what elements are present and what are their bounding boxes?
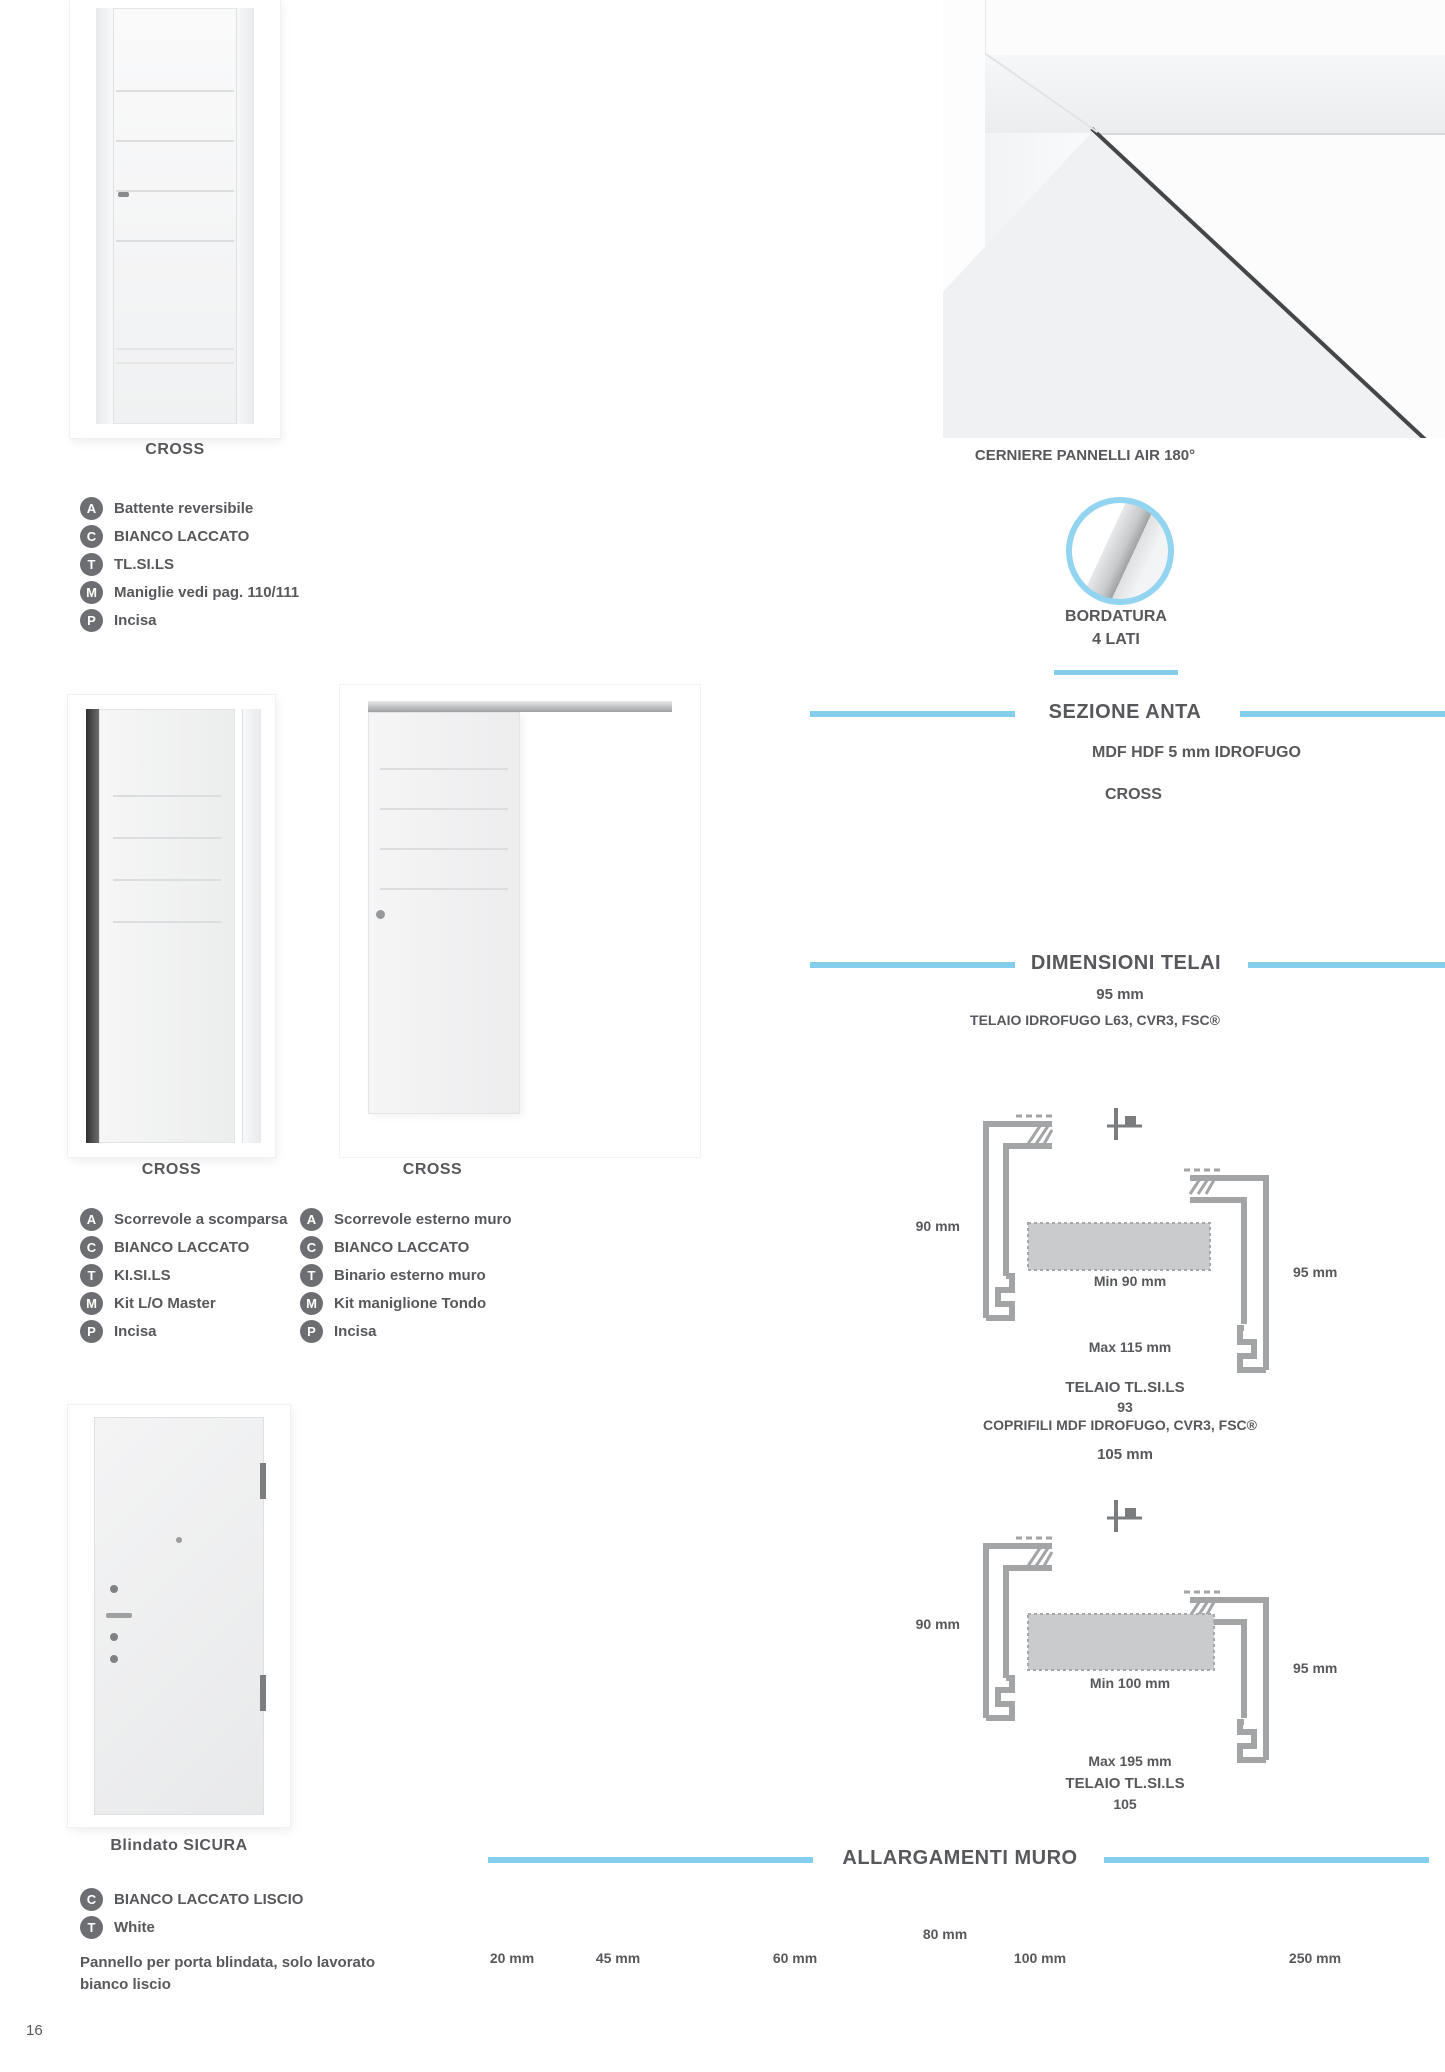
spec-value: BIANCO LACCATO LISCIO — [114, 1891, 304, 1908]
page-number: 16 — [26, 2022, 43, 2039]
diagram2-frame-name: TELAIO TL.SI.LS — [1065, 1775, 1185, 1792]
frame-size-top: 95 mm — [1096, 986, 1144, 1003]
spec-value: BIANCO LACCATO — [114, 528, 250, 545]
door-photo-cross-esterno-muro — [340, 685, 700, 1157]
right-profile-castellation — [1240, 1328, 1266, 1370]
diagram2-max-label: Max 195 mm — [1088, 1753, 1172, 1769]
spec-row — [80, 1208, 287, 1231]
spec-key-badge: T — [80, 1264, 103, 1287]
lock-cylinder-bottom — [110, 1655, 118, 1663]
spec-value: Scorrevole esterno muro — [334, 1211, 512, 1228]
spec-key-badge: C — [300, 1236, 323, 1259]
dimensioni-telai-rule-right — [1248, 962, 1445, 968]
spec-row — [80, 1236, 287, 1259]
spec-key-badge: P — [80, 609, 103, 632]
spec-row — [300, 1292, 512, 1315]
right-profile-castellation — [1240, 1722, 1266, 1760]
allargamenti-title: ALLARGAMENTI MURO — [842, 1847, 1078, 1869]
left-arm-hatch — [1028, 1548, 1052, 1566]
edge-banding-badge-icon — [1066, 497, 1174, 605]
sezione-anta-title: SEZIONE ANTA — [1048, 701, 1202, 723]
badge-underline — [1054, 670, 1178, 675]
diagram1-max-label: Max 115 mm — [1088, 1339, 1172, 1355]
left-profile-castellation — [986, 1678, 1012, 1718]
hinge-bottom — [260, 1675, 266, 1711]
diagram2-left-label: 90 mm — [915, 1616, 960, 1632]
spec-key-badge: P — [80, 1320, 103, 1343]
spec-value: Scorrevole a scomparsa — [114, 1211, 288, 1228]
spec-key-badge: M — [80, 581, 103, 604]
spec-value: Binario esterno muro — [334, 1267, 486, 1284]
door-photo-cross-battente — [70, 0, 280, 438]
allargamenti-rule-left — [488, 1857, 813, 1863]
door-handle — [118, 192, 129, 197]
frame-name-top: TELAIO IDROFUGO L63, CVR3, FSC® — [970, 1012, 1220, 1028]
blindato-note-line1: Pannello per porta blindata, solo lavorato — [80, 1954, 376, 1971]
wall-section-icon — [1107, 1108, 1142, 1140]
door-label: Blindato SICURA — [110, 1837, 248, 1854]
sezione-anta-model: CROSS — [1105, 786, 1162, 803]
spec-value: KI.SI.LS — [114, 1267, 171, 1284]
door-groove — [380, 808, 508, 810]
door-leaf — [99, 709, 235, 1143]
badge-title-line2: 4 LATI — [1092, 631, 1140, 648]
spec-row — [80, 1888, 303, 1911]
door-label: CROSS — [141, 1161, 202, 1178]
diagram2-frame-size: 105 — [1113, 1796, 1137, 1812]
diagram1-frame-name: TELAIO TL.SI.LS — [1065, 1379, 1185, 1396]
door-groove — [380, 768, 508, 770]
door-slab — [94, 1417, 264, 1815]
spec-value: Incisa — [334, 1323, 377, 1340]
allargamento-size: 250 mm — [1288, 1950, 1342, 1966]
sezione-anta-rule-right — [1240, 711, 1445, 717]
diagram1-right-label: 95 mm — [1293, 1264, 1338, 1280]
left-arm-hatch — [1028, 1126, 1052, 1144]
spec-row — [300, 1264, 512, 1287]
door-groove — [116, 90, 234, 92]
diagram1-left-label: 90 mm — [915, 1218, 960, 1234]
spec-row — [300, 1236, 512, 1259]
spec-value: Incisa — [114, 1323, 157, 1340]
spec-row — [80, 553, 299, 576]
spec-key-badge: C — [80, 525, 103, 548]
round-handle — [376, 910, 385, 919]
lock-cylinder-mid — [110, 1633, 118, 1641]
spec-value: Maniglie vedi pag. 110/111 — [114, 584, 300, 601]
peephole — [176, 1537, 182, 1543]
spec-row — [80, 609, 299, 632]
door-frame — [96, 8, 254, 424]
coprifili-name: COPRIFILI MDF IDROFUGO, CVR3, FSC® — [983, 1417, 1257, 1433]
diagram1-frame-size: 93 — [1117, 1399, 1133, 1415]
sezione-anta-material: MDF HDF 5 mm IDROFUGO — [1092, 744, 1301, 761]
spec-row — [80, 581, 299, 604]
spec-list-cross-scomparsa — [80, 1208, 287, 1348]
spec-row — [80, 1292, 287, 1315]
allargamento-size: 20 mm — [489, 1950, 535, 1966]
spec-key-badge: P — [300, 1320, 323, 1343]
door-label: CROSS — [402, 1161, 463, 1178]
allargamento-size: 60 mm — [772, 1950, 818, 1966]
door-jamb-left — [96, 8, 114, 424]
spec-value: BIANCO LACCATO — [114, 1239, 250, 1256]
allargamento-size: 100 mm — [1013, 1950, 1067, 1966]
spec-key-badge: A — [80, 1208, 103, 1231]
wall-section-bar — [1028, 1614, 1214, 1670]
spec-row — [80, 1264, 287, 1287]
door-groove — [116, 140, 234, 142]
spec-key-badge: C — [80, 1236, 103, 1259]
spec-row — [300, 1320, 512, 1343]
sezione-anta-rule-left — [810, 711, 1015, 717]
allargamenti-rule-right — [1104, 1857, 1429, 1863]
door-groove — [113, 795, 221, 797]
door-groove — [116, 362, 234, 364]
spec-key-badge: T — [80, 1916, 103, 1939]
door-groove — [380, 848, 508, 850]
spec-value: TL.SI.LS — [114, 556, 174, 573]
diagram2-min-label: Min 100 mm — [1089, 1675, 1171, 1691]
door-groove — [113, 879, 221, 881]
spec-list-cross-battente — [80, 497, 299, 637]
badge-title-line1: BORDATURA — [1065, 608, 1167, 625]
wall-section-icon — [1107, 1500, 1142, 1532]
spec-row — [80, 525, 299, 548]
spec-key-badge: M — [80, 1292, 103, 1315]
spec-value: Incisa — [114, 612, 157, 629]
door-groove — [116, 190, 234, 192]
spec-value: Kit maniglione Tondo — [334, 1295, 487, 1312]
spec-row — [80, 1916, 303, 1939]
door-groove — [380, 888, 508, 890]
coprifili-size: 105 mm — [1097, 1446, 1153, 1463]
spec-row — [80, 1320, 287, 1343]
blindato-note-line2: bianco liscio — [80, 1976, 171, 1993]
spec-value: White — [114, 1919, 155, 1936]
spec-key-badge: C — [80, 1888, 103, 1911]
spec-row — [300, 1208, 512, 1231]
door-photo-cross-scomparsa — [68, 695, 275, 1157]
corner-photo-caption: CERNIERE PANNELLI AIR 180° — [974, 447, 1196, 464]
door-groove — [116, 348, 234, 350]
spec-row — [80, 497, 299, 520]
frame-head-band — [985, 55, 1445, 135]
door-photo-blindato-sicura — [68, 1405, 290, 1827]
spec-list-cross-esterno-muro — [300, 1208, 512, 1348]
hinge-top — [260, 1463, 266, 1499]
door-groove — [113, 837, 221, 839]
spec-key-badge: T — [80, 553, 103, 576]
allargamento-size: 45 mm — [595, 1950, 641, 1966]
lock-cylinder-top — [110, 1585, 118, 1593]
wall-section-bar — [1028, 1223, 1210, 1270]
door-jamb-right — [236, 8, 254, 424]
spec-value: BIANCO LACCATO — [334, 1239, 470, 1256]
spec-key-badge: T — [300, 1264, 323, 1287]
pocket-slot — [86, 709, 99, 1143]
door-jamb-right — [242, 709, 261, 1143]
spec-value: Battente reversibile — [114, 500, 254, 517]
door-label: CROSS — [145, 441, 205, 458]
dimensioni-telai-rule-left — [810, 962, 1015, 968]
corner-photo — [943, 0, 1445, 438]
dimensioni-telai-title: DIMENSIONI TELAI — [1030, 952, 1222, 974]
left-profile-castellation — [986, 1276, 1012, 1318]
allargamento-size: 80 mm — [922, 1926, 968, 1942]
spec-list-blindato — [80, 1888, 303, 1944]
sliding-track-bar — [368, 701, 672, 712]
door-groove — [116, 240, 234, 242]
spec-key-badge: A — [300, 1208, 323, 1231]
door-handle — [106, 1613, 132, 1618]
diagram2-right-label: 95 mm — [1293, 1660, 1338, 1676]
spec-key-badge: M — [300, 1292, 323, 1315]
spec-key-badge: A — [80, 497, 103, 520]
door-leaf — [368, 712, 520, 1114]
door-groove — [113, 921, 221, 923]
diagram1-min-label: Min 90 mm — [1093, 1273, 1167, 1289]
spec-value: Kit L/O Master — [114, 1295, 216, 1312]
